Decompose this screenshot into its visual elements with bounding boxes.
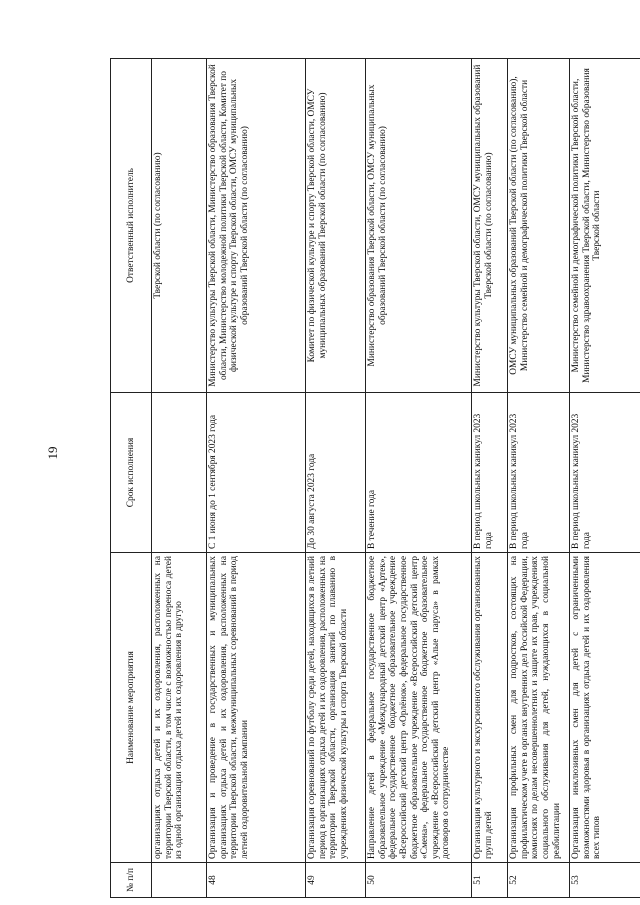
row-responsible: Министерство культуры Тверской области, Министерство образования Тверской области, Министерство молодежной политики Тверской области, Комитет по физической культуре и спорту Тверской области, ОМСУ муниципальных образований Тверской области (по согласованию) <box>207 59 305 393</box>
row-num: 49 <box>307 875 317 885</box>
row-event: Организация и проведение в государственных и муниципальных организациях отдыха детей и их оздоровления, расположенных на территории Тверской области, межмуниципальных соревнований в период летней оздоровительной кампании <box>207 553 305 863</box>
table-header-row <box>111 59 151 897</box>
row-event: организациях отдыха детей и их оздоровления, расположенных на территории Тверской области, в том числе с возможностью переноса детей из одной организации отдыха детей и их оздоровления в другую <box>152 553 206 863</box>
table-row <box>305 59 365 897</box>
row-responsible: Тверской области (по согласованию) <box>152 59 206 393</box>
table-row <box>507 59 569 897</box>
table-row <box>151 59 206 897</box>
row-num <box>152 863 206 897</box>
row-num: 51 <box>473 875 483 885</box>
events-table <box>110 58 640 898</box>
table-row <box>365 59 471 897</box>
row-term <box>152 393 206 553</box>
table-row <box>206 59 305 897</box>
header-num: № п/п <box>125 868 136 892</box>
row-term: В период школьных каникул 2023 года <box>570 393 640 553</box>
table-row <box>569 59 640 897</box>
row-responsible: Комитет по физической культуре и спорту Тверской области, ОМСУ муниципальных образований Тверской области (по согласованию) <box>306 59 365 393</box>
table-row <box>471 59 507 897</box>
row-responsible: Министерство семейной и демографической политики Тверской области, Министерство здравоохранения Тверской области, Министерство образования Тверской области <box>570 59 640 393</box>
row-responsible: Министерство образования Тверской области, ОМСУ муниципальных образований Тверской области (по согласованию) <box>366 59 471 393</box>
row-event: Организация инклюзивных смен для детей с ограниченными возможностями здоровья в организациях отдыха детей и их оздоровления всех типов <box>570 553 640 863</box>
row-num: 48 <box>208 875 218 885</box>
row-term: В период школьных каникул 2023 года <box>508 393 569 553</box>
header-responsible: Ответственный исполнитель <box>111 59 151 393</box>
row-event: Организация профильных смен для подростков, состоящих на профилактическом учете в органах внутренних дел Российской Федерации, комиссиях по делам несовершеннолетних и защите их прав, учреждениях социального обслуживания для детей, нуждающихся в социальной реабилитации <box>508 553 569 863</box>
row-num: 50 <box>367 875 377 885</box>
row-event: Организация соревнований по футболу среди детей, находящихся в летний период в организациях отдыха детей и их оздоровления, расположенных на территории Тверской области, организация занятий по плаванию в учреждениях физической культуры и спорта Тверской области <box>306 553 365 863</box>
header-term: Срок исполнения <box>111 393 151 553</box>
row-term: В период школьных каникул 2023 года <box>472 393 507 553</box>
header-event: Наименование мероприятия <box>111 553 151 863</box>
row-event: Направление детей в федеральное государственное бюджетное образовательное учреждение «Международный детский центр «Артек», федеральное государственное бюджетное образовательное учреждение «Всероссийский детский центр «Орлёнок», федеральное государственное бюджетное образовательное учреждение «Всероссийский детский центр «Смена», федеральное государственное бюджетное образовательное учреждение «Всероссийский детский центр «Алые паруса» в рамках договоров о сотрудничестве <box>366 553 471 863</box>
row-event: Организация культурного и экскурсионного обслуживания организованных групп детей <box>472 553 507 863</box>
row-num: 53 <box>571 875 581 885</box>
row-term: В течение года <box>366 393 471 553</box>
row-num: 52 <box>509 875 519 885</box>
row-responsible: ОМСУ муниципальных образований Тверской области (по согласованию), Министерство семейной и демографической политики Тверской области <box>508 59 569 393</box>
page-number: 19 <box>45 446 60 460</box>
table-wrapper <box>110 58 640 898</box>
row-term: До 30 августа 2023 года <box>306 393 365 553</box>
row-term: С 1 июня до 1 сентября 2023 года <box>207 393 305 553</box>
row-responsible: Министерство культуры Тверской области, ОМСУ муниципальных образований Тверской области (по согласованию) <box>472 59 507 393</box>
